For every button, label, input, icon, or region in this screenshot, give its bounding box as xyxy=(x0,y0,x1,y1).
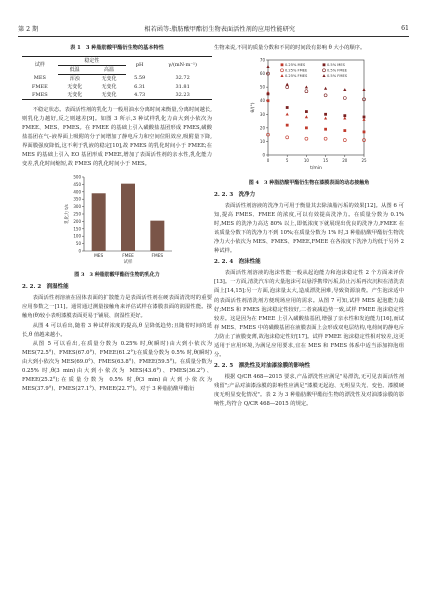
legend-entry: 0.25% FMEE xyxy=(285,68,308,73)
data-point xyxy=(324,94,327,97)
table1 xyxy=(22,56,212,100)
data-point xyxy=(305,110,308,113)
table1-caption: 表 1 3 种脂肪酸甲酯衍生物的基本特性 xyxy=(70,45,164,51)
table-cell: FMES xyxy=(22,91,58,100)
table-cell: 32.72 xyxy=(175,75,190,82)
data-point xyxy=(305,137,308,140)
body-paragraph: 从图 4 可以看出,随着 3 种试样浓度的提高,θ 呈降低趋势;且随着时间的延长,θ 值越来越小。 xyxy=(22,322,212,338)
table-cell: 31.81 xyxy=(175,83,190,90)
table-cell: 无变化 xyxy=(92,91,126,100)
x-axis-label: t/min xyxy=(310,166,322,172)
y-tick-label: 40 xyxy=(259,98,265,104)
data-point xyxy=(324,113,327,116)
table-cell: 5.59 xyxy=(134,75,146,82)
body-paragraph: 生物来说,不同的质量分数和不同的时间段有影响 θ 大小的顺序。 xyxy=(214,45,366,51)
table-cell: 无变化 xyxy=(101,75,117,82)
data-point xyxy=(343,129,346,132)
data-point xyxy=(324,117,327,120)
x-axis-label: 试样 xyxy=(123,260,133,266)
legend-entry: 0.25% FMES xyxy=(285,74,308,79)
y-tick-label: 500 xyxy=(73,174,81,180)
body-paragraph: 根据 Q/CR 468—2015 要求,产品漂洗性应满足"易漂洗,无可见表面活性剂残留";产品对油漆涂膜的影响性应满足"漆膜无起泡、无明显失光、变色、漆膜硬度无明显变化情况"。表 2 为 3 种脂肪酸甲酯衍生物的漂洗性及对油漆涂膜的影响性,均符合 Q/CR 468—2015 的规定。 xyxy=(214,373,404,407)
fig4-caption: 图 4 3 种脂肪酸甲酯衍生物在漆膜表面的动态接触角 xyxy=(248,180,370,187)
section-heading: 2. 2. 3 洗净力 xyxy=(214,192,256,199)
data-point xyxy=(363,131,366,134)
y-tick-label: 300 xyxy=(73,204,81,210)
data-point xyxy=(280,74,283,77)
y-tick-label: 0 xyxy=(262,152,265,158)
data-point xyxy=(305,115,308,118)
data-point xyxy=(343,88,346,91)
table-row xyxy=(22,83,212,91)
legend-entry: 0.5% MES xyxy=(327,63,345,68)
header-rule xyxy=(18,36,409,37)
data-point xyxy=(343,117,346,120)
body-paragraph: 表面活性剂溶液在固体表面的扩散能力是表面活性剂在硬表面清洗时的重要应用参数之一[11]。通常通过测量接触角来评估试样在漆膜表面的润湿性能。接触角(θ)较小表明漆膜表面更易于铺展、润湿性更好。 xyxy=(22,295,212,320)
table-row xyxy=(22,91,212,100)
table-cell: 浑浊 xyxy=(69,75,80,82)
bar xyxy=(150,221,164,251)
table1-header-ph: pH xyxy=(126,57,153,75)
table1-header-low: 低温 xyxy=(58,66,92,75)
y-axis-label: θ/(°) xyxy=(251,102,256,113)
data-point xyxy=(286,106,289,109)
data-point xyxy=(343,114,346,117)
x-tick-label: 20 xyxy=(342,158,348,164)
data-point xyxy=(324,137,327,140)
y-tick-label: 450 xyxy=(73,182,81,188)
x-tick-label: MES xyxy=(94,254,104,260)
section-heading: 2. 2. 2 润湿性能 xyxy=(22,284,69,291)
data-point xyxy=(286,113,289,116)
y-tick-label: 10 xyxy=(259,138,265,144)
data-point xyxy=(267,99,270,102)
y-tick-label: 0 xyxy=(78,248,81,254)
y-tick-label: 200 xyxy=(73,219,81,225)
emulsifying-bar-chart xyxy=(22,171,212,267)
x-tick-label: FMES xyxy=(151,254,164,260)
data-point xyxy=(286,83,289,86)
x-tick-label: 15 xyxy=(323,158,329,164)
table-row xyxy=(22,75,212,84)
x-tick-label: 5 xyxy=(285,158,289,164)
figure-4 xyxy=(214,55,404,187)
table-cell: MES xyxy=(33,75,46,82)
data-point xyxy=(363,116,366,119)
y-tick-label: 250 xyxy=(73,211,81,217)
data-point xyxy=(266,65,269,68)
table-cell: 无变化 xyxy=(67,83,83,90)
y-axis-label: 乳化力 t/s xyxy=(65,204,70,225)
y-tick-label: 50 xyxy=(75,241,81,247)
data-point xyxy=(323,63,326,66)
issue-label: 第 2 期 xyxy=(18,25,39,33)
table1-header-high: 高温 xyxy=(92,66,126,75)
data-point xyxy=(305,85,308,88)
page-number: 61 xyxy=(401,24,409,32)
table-cell: FMEE xyxy=(31,83,48,90)
y-tick-label: 400 xyxy=(73,189,81,195)
data-point xyxy=(305,90,308,93)
fig3-caption: 图 3 3 种脂肪酸甲酯衍生物的乳化力 xyxy=(74,272,160,279)
body-paragraph: 表面活性剂溶液的泡沫性能一般从起泡能力和泡沫稳定性 2 个方面来评价[13]。一方面,清洗汽车的大量泡沫可以悬浮携带污垢,防止污垢再次沉积在清洗表面上[14,15];另一方面,泡沫量太大,造成漂洗困难,导致资源浪费。产生泡沫适中的表面活性剂清洗剂方便现场应用的需求。从图 7 可知,试样 MES 起泡能力最好;MES 和 FMES 泡沫稳定性较好,二者衰减趋势一致,试样 FMEE 泡沫稳定性较差。这是因为在 FMEE 上引入磺酸盐基团,增强了亲水性和发泡能力[16],而试样 MES、FMES 中的磺酸基团在液膜表面上会形成双电层结构,电荷间的静电斥力防止了液膜变薄,故泡沫稳定性好[17]。试样 FMEE 泡沫稳定性相对较差,这更适用于应用环境,为满足应用要求,宜在 MES 和 FMES 体系中适当添加抑泡组分。 xyxy=(214,270,404,358)
plot-frame xyxy=(268,60,364,155)
data-point xyxy=(324,87,327,90)
body-paragraph: 表面活性剂溶液的洗净力可用于衡量其去除油脂污垢的效果[12]。从图 6 可知,提高 FMES、FMEE 的浓度,可以有效提高洗净力。在质量分数为 0.1% 时,MES 的洗净力高达 80% 以上,即低浓度下就展现出优良的洗净力,FMEE 在该质量分数下的洗净力不到 10%;在质量分数为 1% 时,3 种脂肪酸甲酯衍生物洗净力大小依次为 MES、FMES、FMEE,FMEE 在各浓度下洗净力均低于另外 2 种试样。 xyxy=(214,203,404,255)
bar xyxy=(121,184,135,251)
data-point xyxy=(343,97,346,100)
x-tick-label: FMEE xyxy=(122,254,134,260)
figure-3 xyxy=(22,171,212,279)
right-column xyxy=(214,44,404,409)
y-tick-label: 30 xyxy=(259,111,265,117)
y-tick-label: 100 xyxy=(73,234,81,240)
table1-header-gamma: γ/(mN·m⁻¹) xyxy=(153,57,212,75)
legend-entry: 0.5% FMEE xyxy=(327,68,347,73)
table-cell: 无变化 xyxy=(58,91,92,100)
legend-entry: 0.5% FMES xyxy=(327,74,347,79)
y-tick-label: 350 xyxy=(73,197,81,203)
table-cell: 无变化 xyxy=(101,83,117,90)
contact-angle-scatter-chart xyxy=(214,55,404,175)
running-title: 相若函等:脂肪酸甲酯衍生物表面活性剂的应用性能研究 xyxy=(144,25,295,33)
x-tick-label: 10 xyxy=(303,158,309,164)
y-tick-label: 150 xyxy=(73,226,81,232)
x-tick-label: 25 xyxy=(361,158,367,164)
data-point xyxy=(324,128,327,131)
table1-header-sample: 试样 xyxy=(22,57,58,75)
data-point xyxy=(286,86,289,89)
bar xyxy=(92,194,106,252)
section-heading: 2. 2. 4 泡沫性能 xyxy=(214,259,261,266)
table-cell: 4.73 xyxy=(126,91,153,100)
body-paragraph: 不稳定状态。表面活性剂的乳化力一般用油水分离时间来衡量,分离时间越长,则乳化力越好,反之则越差[9]。如图 3 所示,3 种试样乳化力由大到小依次为 FMEE、MES、FMES。在 FMEE 的基础上引入磺酸盐基团形成 FMES,磺酸盐基团在气–液界面上吸附的分子间增加了静电斥力和空间位阻效应,吸附量下降,界面膜强度降低,这不利于乳液的稳定[10],故 FMES 的乳化时间小于 FMEE;在 MES 的基础上引入 EO 基团形成 FMEE,增加了表面活性剂的亲水性,乳化能力变差,乳化时间缩短,故 FMES 的乳化时间小于 MES。 xyxy=(22,107,212,168)
section-heading: 2. 2. 5 漂洗性及对油漆涂膜的影响性 xyxy=(214,362,311,369)
data-point xyxy=(305,127,308,130)
data-point xyxy=(281,63,284,66)
data-point xyxy=(286,124,289,127)
data-point xyxy=(281,69,284,72)
y-tick-label: 70 xyxy=(259,57,265,63)
y-tick-label: 60 xyxy=(259,71,265,77)
legend-entry: 0.25% MES xyxy=(285,63,306,68)
table-cell: 6.31 xyxy=(134,83,146,90)
data-point xyxy=(362,118,365,121)
data-point xyxy=(323,69,326,72)
y-tick-label: 20 xyxy=(259,125,265,131)
running-header xyxy=(18,22,409,34)
data-point xyxy=(343,139,346,142)
data-point xyxy=(322,74,325,77)
body-paragraph: 从图 5 可以看出,在质量分数为 0.25% 时,θ(瞬时)由大到小依次为 MES(72.5°)、FMES(67.0°)、FMEE(61.2°);在质量分数为 0.5% 时,θ(瞬时)由大到小依次为 MES(69.0°)、FMES(63.8°)、FMEE(59.5°)。在质量分数为 0.25% 时,θ(3 min)由大到小依次为 MES(43.6°)、FMES(36.2°)、FMEE(25.2°);在质量分数为 0.5% 时,θ(3 min)由大到小依次为 MES(37.9°)、FMES(27.1°)、FMEE(22.7°)。对于 3 种脂肪酸甲酯衍 xyxy=(22,340,212,392)
data-point xyxy=(286,136,289,139)
x-tick-label: 0 xyxy=(266,158,270,164)
table-cell: 32.23 xyxy=(153,91,212,100)
y-tick-label: 50 xyxy=(259,84,265,90)
left-column xyxy=(22,44,212,394)
data-point xyxy=(362,88,365,91)
data-point xyxy=(267,93,270,96)
table1-header-stability: 稳定性 xyxy=(58,57,126,66)
